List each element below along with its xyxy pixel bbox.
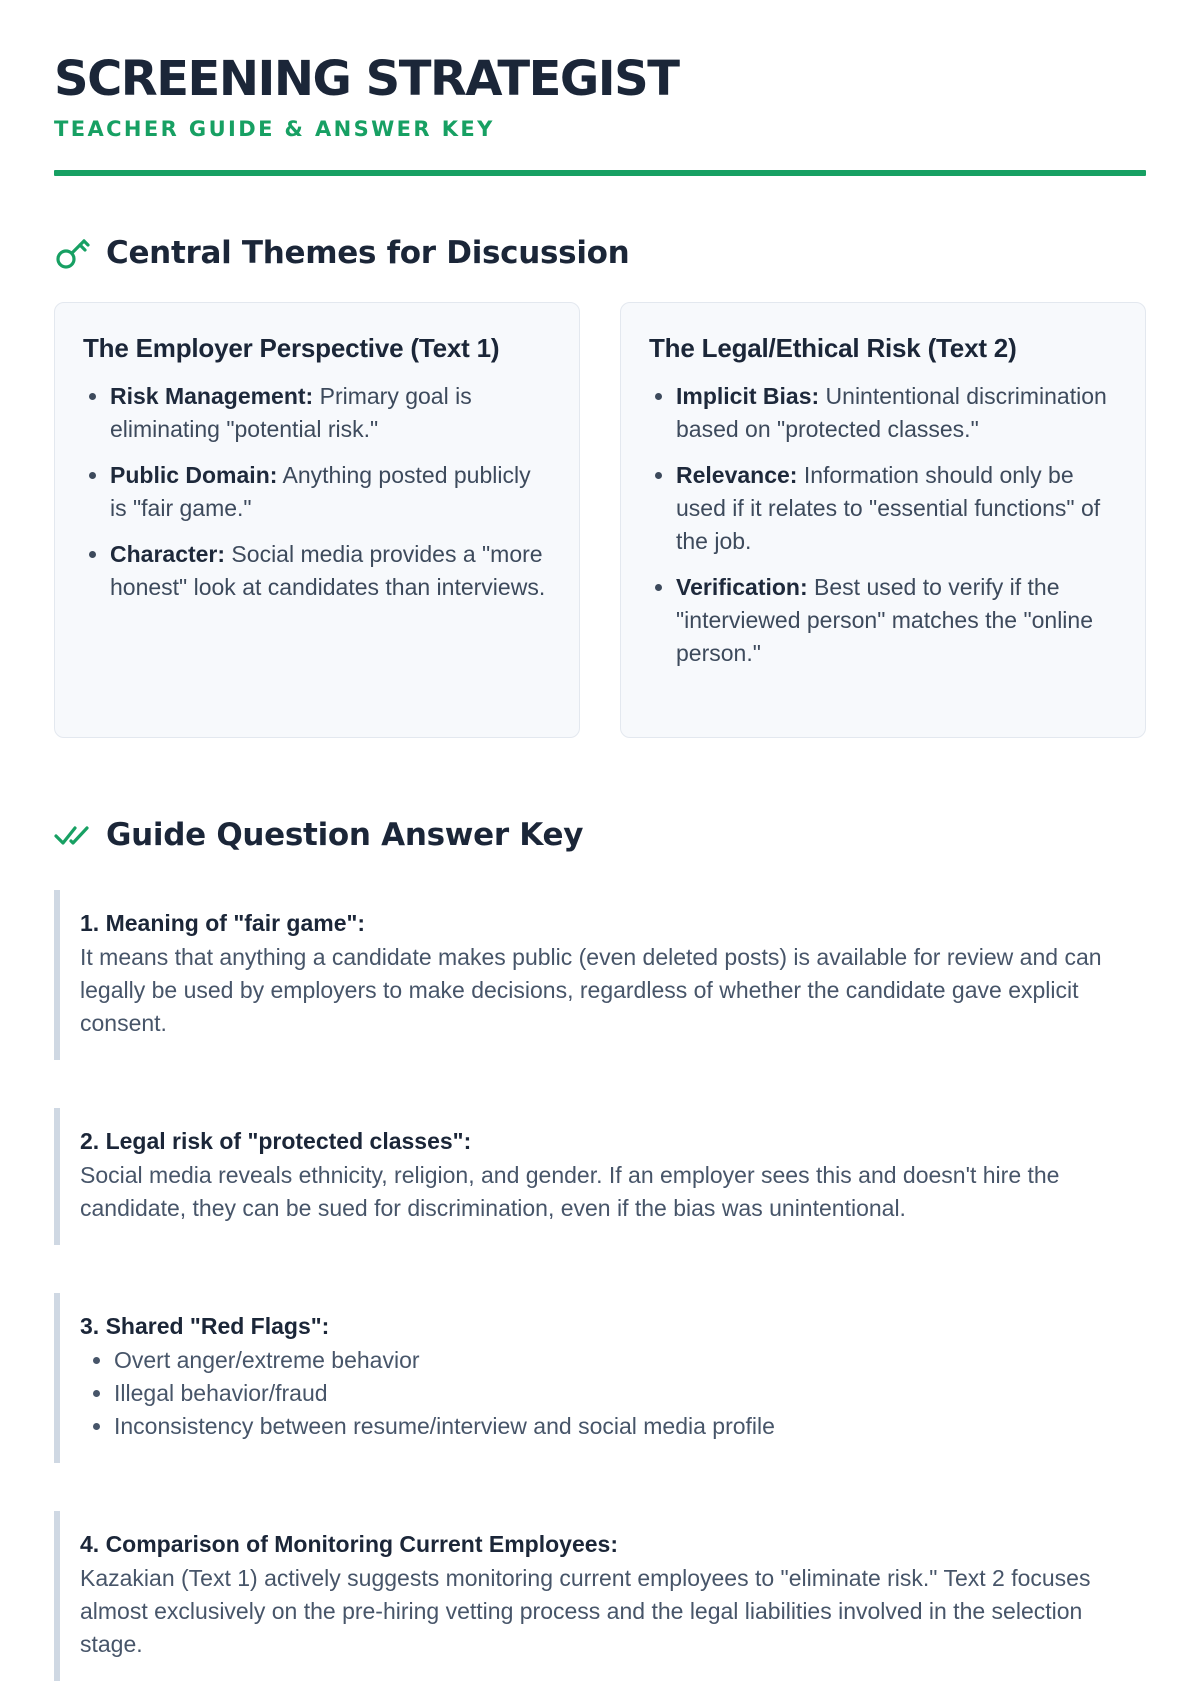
list-item: • Overt anger/extreme behavior [114,1344,1126,1377]
item-text: Primary goal is eliminating "potential risk." [110,383,472,443]
card-title: The Legal/Ethical Risk (Text 2) [649,333,1017,364]
themes-heading: Central Themes for Discussion [106,235,630,272]
question-title: 4. Comparison of Monitoring Current Employees: [80,1531,618,1558]
answer-key-heading: Guide Question Answer Key [106,817,584,854]
header-divider [54,170,1146,176]
list-item: • Inconsistency between resume/interview and social media profile [114,1410,1126,1443]
list-item [110,459,553,525]
item-text: Unintentional discrimination based on "protected classes." [676,383,1107,443]
item-term: Verification: [676,574,808,601]
item-term: Risk Management: [110,383,314,410]
list-item [676,571,1119,670]
page-title: SCREENING STRATEGIST [54,51,679,107]
item-text: Anything posted publicly is "fair game." [110,462,531,522]
answer-block [54,890,1146,1060]
item-term: Implicit Bias: [676,383,820,410]
question-title: 2. Legal risk of "protected classes": [80,1128,472,1155]
item-text: Best used to verify if the "interviewed person" matches the "online person." [676,574,1093,667]
double-check-icon [54,816,92,854]
list-item [110,538,553,604]
item-term: Public Domain: [110,462,278,489]
question-title: 1. Meaning of "fair game": [80,910,366,937]
answer-list [54,890,1146,1681]
answer-block [54,1293,1146,1463]
item-text: Information should only be used if it relates to "essential functions" of the job. [676,462,1101,555]
answer-block [54,1511,1146,1681]
question-title: 3. Shared "Red Flags": [80,1313,330,1340]
answer-key-section-header [54,816,1146,854]
answer-block [54,1108,1146,1245]
list-item [110,380,553,446]
item-text: Social media provides a "more honest" look at candidates than interviews. [110,541,546,601]
answer-text: It means that anything a candidate makes public (even deleted posts) is available for review and can legally be used by employers to make decisions, regardless of whether the candidate gave explicit consent. [80,944,1102,1037]
list-item [676,459,1119,558]
theme-card-employer [54,302,580,738]
page-subtitle: TEACHER GUIDE & ANSWER KEY [54,117,495,142]
item-term: Character: [110,541,226,568]
key-icon [54,234,92,272]
list-item [676,380,1119,446]
card-list [649,380,1119,670]
answer-text: Kazakian (Text 1) actively suggests monitoring current employees to "eliminate risk." Text 2 focuses almost exclusively on the pre-hiring vetting process and the legal liabilities involved in the selection stage. [80,1565,1091,1658]
list-item: • Illegal behavior/fraud [114,1377,1126,1410]
card-title: The Employer Perspective (Text 1) [83,333,500,364]
card-list [83,380,553,604]
themes-cards [54,302,1146,738]
themes-section-header [54,234,1146,272]
answer-text: Social media reveals ethnicity, religion, and gender. If an employer sees this and doesn't hire the candidate, they can be sued for discrimination, even if the bias was unintentional. [80,1162,1060,1222]
red-flags-list [80,1344,1126,1443]
theme-card-legal [620,302,1146,738]
item-term: Relevance: [676,462,798,489]
